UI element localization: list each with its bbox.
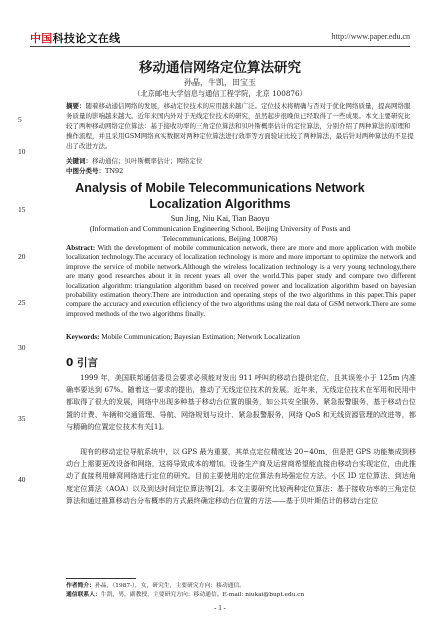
en-keywords-text: Mobile Communication; Bayesian Estimation; Network Localization	[101, 333, 300, 341]
en-abstract	[66, 244, 416, 319]
cn-affiliation: （北京邮电大学信息与通信工程学院，北京 100876）	[133, 89, 307, 98]
logo-red-text: 中国	[30, 32, 53, 45]
en-title-line: Analysis of Mobile Telecommunications Network	[75, 181, 365, 195]
cn-authors: 孙晶，牛凯，田宝玉	[184, 78, 256, 87]
line-number: 20	[18, 252, 26, 261]
footnote-author-text: 孙晶，（1987-），女，研究生，主要研究方向：移动通信。	[95, 583, 246, 589]
en-affiliation-line: Telecommunications, Beijing 100876)	[162, 233, 278, 243]
cn-abstract-text: 随着移动通信网络的发展，移动定位技术的应用越来越广泛。定位技术将精确与否对于优化网络质量，提高网络服务质量的影响越来越大。近年来国内外对于无线定位技术的研究，虽然起步很晚但已经取得了一些成果。本文主要研究比较了两种移动网络定位算法：基于接收功率的三角定位算法和贝叶斯概率估计的定位算法，分别介绍了两种算法的原理和操作流程，并且采用GSM网络真实数据对两种定位算法进行效率等方面验证比较了两种算法，最后针对两种算法的不足提出了改进方法。	[66, 102, 414, 150]
footnote-contact-label: 通信联系人：	[66, 592, 101, 598]
line-number: 40	[18, 475, 26, 484]
cn-clc-value: TN92	[105, 167, 124, 175]
footnote-rule	[66, 578, 136, 579]
line-number: 25	[18, 298, 26, 307]
line-number: 30	[18, 343, 26, 352]
en-title	[0, 180, 440, 212]
cn-clc	[66, 166, 416, 176]
en-affiliation	[0, 224, 440, 243]
journal-url[interactable]: http://www.paper.edu.cn	[331, 32, 410, 41]
line-number: 10	[18, 147, 26, 156]
cn-abstract-label: 摘要：	[66, 102, 86, 110]
intro-paragraph: 1999 年，美国联邦通信委员会要求必须能对发出 911 呼叫的移动台提供定位，且其误差小于 125m 内准确率要达到 67%。随着这一要求的提出，推动了无线定位技术的发展。近年来，无线定位技术在军用和民用中都取得了很大的发展，网络中出现多种基于移动台位置的服务，如公共安全服务、紧急报警服务，基于移动台位置的计费、车辆和交通管理、导航、网络规划与设计、紧急报警服务，网络 QoS 和无线资源管理的改进等，都与精确的位置定位技术有关[1]。	[66, 373, 416, 431]
en-authors: Sun Jing, Niu Kai, Tian Baoyu	[170, 214, 270, 223]
en-title-line: Localization Algorithms	[149, 197, 291, 211]
en-keywords	[66, 333, 416, 342]
section-heading-intro: 0 引言	[66, 357, 98, 369]
cn-keywords-label: 关键词：	[66, 157, 92, 165]
cn-keywords	[66, 156, 416, 166]
page-number: - 1 -	[214, 604, 226, 612]
line-number: 35	[18, 414, 26, 423]
line-number: 15	[18, 205, 26, 214]
journal-logo	[30, 30, 120, 46]
footnote-contact	[66, 591, 416, 599]
header-rule	[30, 46, 410, 47]
footnote-contact-text: 牛凯，男，副教授，主要研究方向：移动通信。E-mail: niukai@bupt.edu.cn	[100, 592, 305, 598]
logo-black-text: 科技论文在线	[52, 32, 121, 45]
footnote-author-label: 作者简介：	[66, 583, 95, 589]
cn-abstract	[66, 101, 416, 151]
line-number: 5	[18, 115, 22, 124]
journal-header	[30, 30, 410, 44]
en-affiliation-line: (Information and Communication Engineering School, Beijing University of Posts and	[89, 224, 351, 233]
cn-title: 移动通信网络定位算法研究	[139, 60, 301, 76]
intro-paragraph: 现有的移动定位导航系统中，以 GPS 最为重要，其单点定位精度达 20~40m，但是把 GPS 功能集成到移动台上需要更改设备和网络，这将导致成本的增加。设备生产商及运营商希望能直接由移动台实现定位，由此推动了直接利用蜂窝网络进行定位的研究。目前主要使用的定位算法有场强定位方法、小区 ID 定位算法、到达角度定位算法（AOA）以及到达时间定位算法等[2]。本文主要研究比较两种定位算法：基于接收功率的三角定位算法和通过推算移动台分布概率的方式最终确定移动台位置的方法——基于贝叶斯估计的移动台定位	[66, 447, 416, 505]
en-abstract-label: Abstract:	[66, 244, 96, 252]
cn-keywords-text: 移动通信；贝叶斯概率估计；网络定位	[92, 157, 203, 165]
en-keywords-label: Keywords:	[66, 333, 100, 341]
footnote-author	[66, 582, 416, 590]
en-abstract-text: With the development of mobile communication network, there are more and more application with mobile localization technology.The accuracy of localization technology is more and more important to optimize the network and improve the service of mobile network.Although the wireless localization technology is a very young technology,there are many good researches about it in recent years all over the world.This paper study and compare two different localization algorithm: triangulation algorithm based on received power and localization algorithm based on bayesian probability estimation theory.There are introduction and operating steps of the two algorithms in this paper.This paper compare the accuracy and execution efficiency of the two algorithms using the real data of GSM network.There are some improved methods of the two algorithms finally.	[66, 244, 416, 318]
cn-clc-label: 中图分类号：	[66, 167, 105, 175]
